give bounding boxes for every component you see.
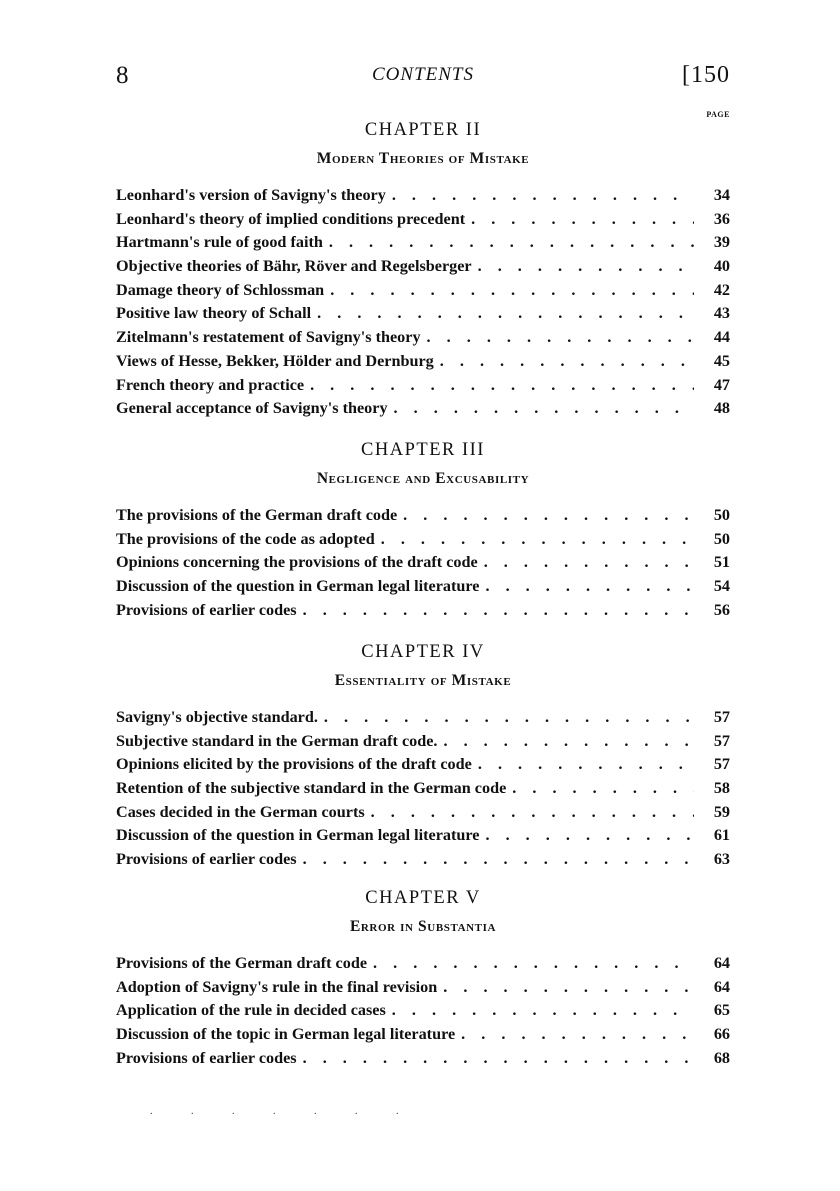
- toc-entry[interactable]: Provisions of earlier codes . . . 56: [116, 599, 730, 623]
- toc-entry[interactable]: Application of the rule in decided cases . . . 65: [116, 999, 730, 1023]
- page-ref: 57: [713, 731, 730, 750]
- page-ref: 56: [713, 600, 730, 619]
- page-ref: 45: [713, 351, 730, 370]
- page-ref: 58: [713, 779, 730, 798]
- toc-entry[interactable]: Discussion of the topic in German legal literature . . . 66: [116, 1023, 730, 1047]
- page-ref: 66: [713, 1025, 730, 1044]
- page-ref: 61: [713, 826, 730, 845]
- toc-entry[interactable]: Provisions of earlier codes . . . 63: [116, 848, 730, 872]
- page-header: [116, 60, 730, 119]
- toc-entry[interactable]: Provisions of the German draft code . . . 64: [116, 952, 730, 976]
- running-title: CONTENTS: [372, 64, 474, 85]
- chapter-4: [116, 638, 730, 872]
- toc-entries: [116, 952, 730, 1070]
- chapter-title: CHAPTER IV: [361, 642, 485, 662]
- page-ref: 34: [713, 186, 730, 204]
- toc-entry[interactable]: Leonhard's version of Savigny's theory . . . 34: [116, 184, 730, 208]
- toc-entry[interactable]: Subjective standard in the German draft code. . . . 57: [116, 730, 730, 754]
- page-ref: 57: [713, 755, 730, 774]
- toc-entries: [116, 184, 730, 421]
- chapter-subtitle: Essentiality of Mistake: [334, 672, 512, 689]
- toc-entry[interactable]: Adoption of Savigny's rule in the final revision . . . 64: [116, 976, 730, 1000]
- toc-entry[interactable]: Opinions elicited by the provisions of the draft code . . . 57: [116, 753, 730, 777]
- chapter-3: [116, 436, 730, 622]
- toc-entry[interactable]: Cases decided in the German courts . . . 59: [116, 801, 730, 825]
- decorative-dots: . . . . . . .: [150, 1106, 417, 1117]
- chapter-2: [116, 116, 730, 421]
- page-ref: 48: [713, 399, 730, 418]
- page-ref: 64: [713, 954, 730, 972]
- toc-entries: [116, 504, 730, 622]
- page-ref: 39: [713, 233, 730, 252]
- toc-entry[interactable]: Damage theory of Schlossman . . . 42: [116, 279, 730, 303]
- page-ref: 65: [713, 1001, 730, 1020]
- toc-entry[interactable]: Discussion of the question in German legal literature . . . 54: [116, 575, 730, 599]
- page-ref: 43: [713, 304, 730, 323]
- toc-entry[interactable]: French theory and practice . . . 47: [116, 374, 730, 398]
- toc-entry[interactable]: Provisions of earlier codes . . . 68: [116, 1047, 730, 1071]
- chapter-5: [116, 884, 730, 1070]
- page-ref: 51: [713, 553, 730, 572]
- page-number: 8: [116, 62, 129, 89]
- toc-entry[interactable]: Views of Hesse, Bekker, Hölder and Dernburg . . . 45: [116, 350, 730, 374]
- page-ref: 42: [713, 280, 730, 299]
- chapter-subtitle: Error in Substantia: [349, 918, 497, 935]
- page-ref: 47: [713, 375, 730, 394]
- page-ref: 44: [713, 328, 730, 347]
- toc-entry[interactable]: Positive law theory of Schall . . . 43: [116, 302, 730, 326]
- chapter-subtitle: Negligence and Excusability: [316, 470, 530, 487]
- toc-entry[interactable]: Discussion of the question in German legal literature . . . 61: [116, 824, 730, 848]
- toc-entry[interactable]: Hartmann's rule of good faith . . . 39: [116, 231, 730, 255]
- chapter-title: CHAPTER V: [365, 888, 481, 908]
- page-ref: 36: [713, 209, 730, 228]
- page-ref: 59: [713, 802, 730, 821]
- toc-entry[interactable]: Objective theories of Bähr, Röver and Regelsberger . . . 40: [116, 255, 730, 279]
- chapter-title: CHAPTER II: [364, 120, 482, 140]
- toc-entry[interactable]: Retention of the subjective standard in the German code . . . 58: [116, 777, 730, 801]
- page-ref: 63: [713, 850, 730, 869]
- page-ref: 68: [713, 1048, 730, 1067]
- page-ref: 50: [713, 506, 730, 524]
- toc-entry[interactable]: The provisions of the German draft code . . . 50: [116, 504, 730, 528]
- toc-entries: [116, 706, 730, 872]
- chapter-subtitle: Modern Theories of Mistake: [316, 150, 530, 167]
- toc-entry[interactable]: Savigny's objective standard. . . . 57: [116, 706, 730, 730]
- folio-number: [150: [682, 62, 730, 88]
- page-ref: 40: [713, 257, 730, 276]
- page-ref: 57: [713, 708, 730, 726]
- toc-entry[interactable]: Leonhard's theory of implied conditions precedent . . . 36: [116, 208, 730, 232]
- page-ref: 54: [713, 577, 730, 596]
- toc-entry[interactable]: Zitelmann's restatement of Savigny's theory . . . 44: [116, 326, 730, 350]
- toc-entry[interactable]: Opinions concerning the provisions of the draft code . . . 51: [116, 551, 730, 575]
- toc-entry[interactable]: General acceptance of Savigny's theory . . . 48: [116, 397, 730, 421]
- page-column-label: PAGE: [706, 110, 730, 119]
- toc-entry[interactable]: The provisions of the code as adopted . . . 50: [116, 528, 730, 552]
- page-ref: 50: [713, 529, 730, 548]
- page-ref: 64: [713, 977, 730, 996]
- chapter-title: CHAPTER III: [361, 440, 485, 460]
